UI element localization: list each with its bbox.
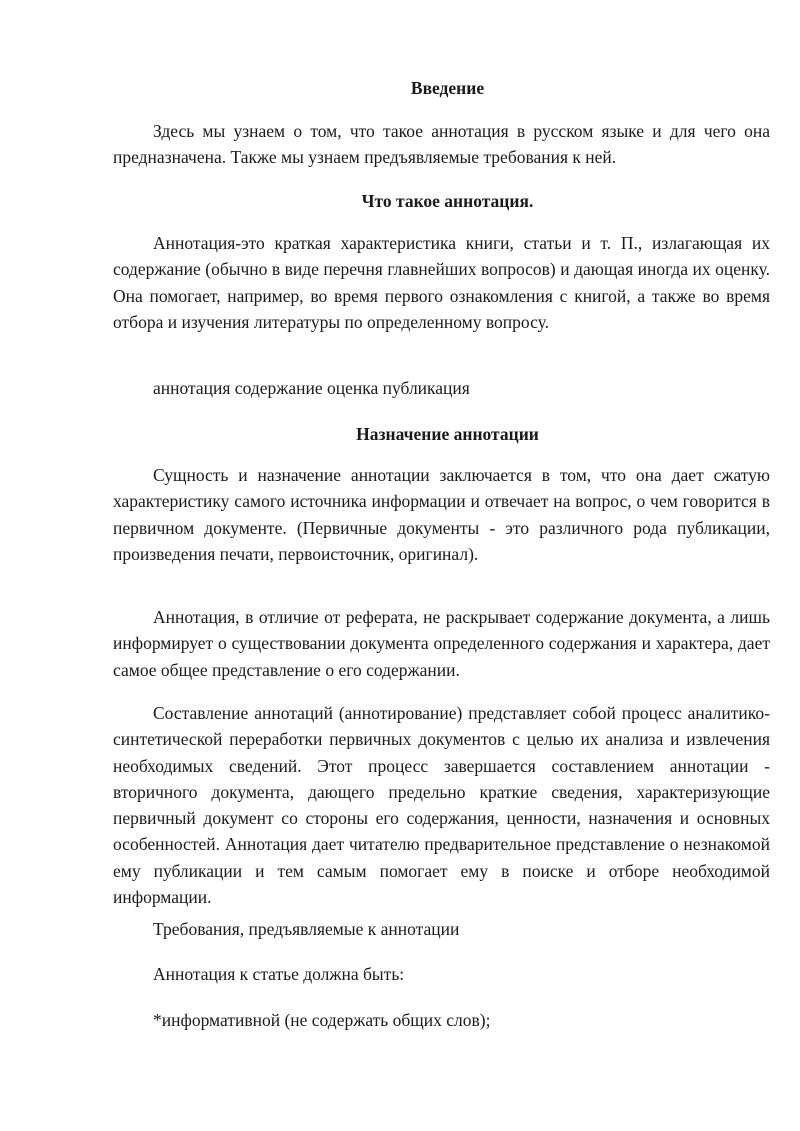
document-page (113, 0, 770, 1131)
paragraph-difference: Аннотация, в отличие от реферата, не раскрывает содержание документа, а лишь информирует о существовании документа определенного содержания и характера, дает самое общее представление о его содержании. (113, 607, 770, 680)
paragraph-compilation: Составление аннотаций (аннотирование) представляет собой процесс аналитико-синтетической переработки первичных документов с целью их анализа и извлечения необходимых сведений. Этот процесс завершается составлением аннотации - вторичного документа, дающего предельно краткие сведения, характеризующие первичный документ со стороны его содержания, ценности, назначения и основных особенностей. Аннотация дает читателю предварительное представление о незнакомой ему публикации и тем самым помогает ему в поиске и отборе необходимой информации. (113, 703, 770, 908)
paragraph-introduction: Здесь мы узнаем о том, что такое аннотация в русском языке и для чего она предназначена. Также мы узнаем предъявляемые требования к ней. (113, 121, 770, 168)
requirements-intro: Аннотация к статье должна быть: (153, 964, 405, 984)
requirements-title: Требования, предъявляемые к аннотации (153, 919, 460, 939)
paragraph-essence: Сущность и назначение аннотации заключается в том, что она дает сжатую характеристику самого источника информации и отвечает на вопрос, о чем говорится в первичном документе. (Первичные документы - это различного рода публикации, произведения печати, первоисточник, оригинал). (113, 465, 770, 564)
requirement-item: *информативной (не содержать общих слов); (153, 1010, 491, 1030)
heading-introduction: Введение (410, 78, 485, 98)
heading-purpose: Назначение аннотации (356, 424, 539, 444)
heading-what-is-annotation: Что такое аннотация. (361, 191, 534, 211)
keywords-line: аннотация содержание оценка публикация (153, 378, 470, 398)
paragraph-definition: Аннотация-это краткая характеристика книги, статьи и т. П., излагающая их содержание (обычно в виде перечня главнейших вопросов) и дающая иногда их оценку. Она помогает, например, во время первого ознакомления с книгой, а также во время отбора и изучения литературы по определенному вопросу. (113, 233, 770, 332)
